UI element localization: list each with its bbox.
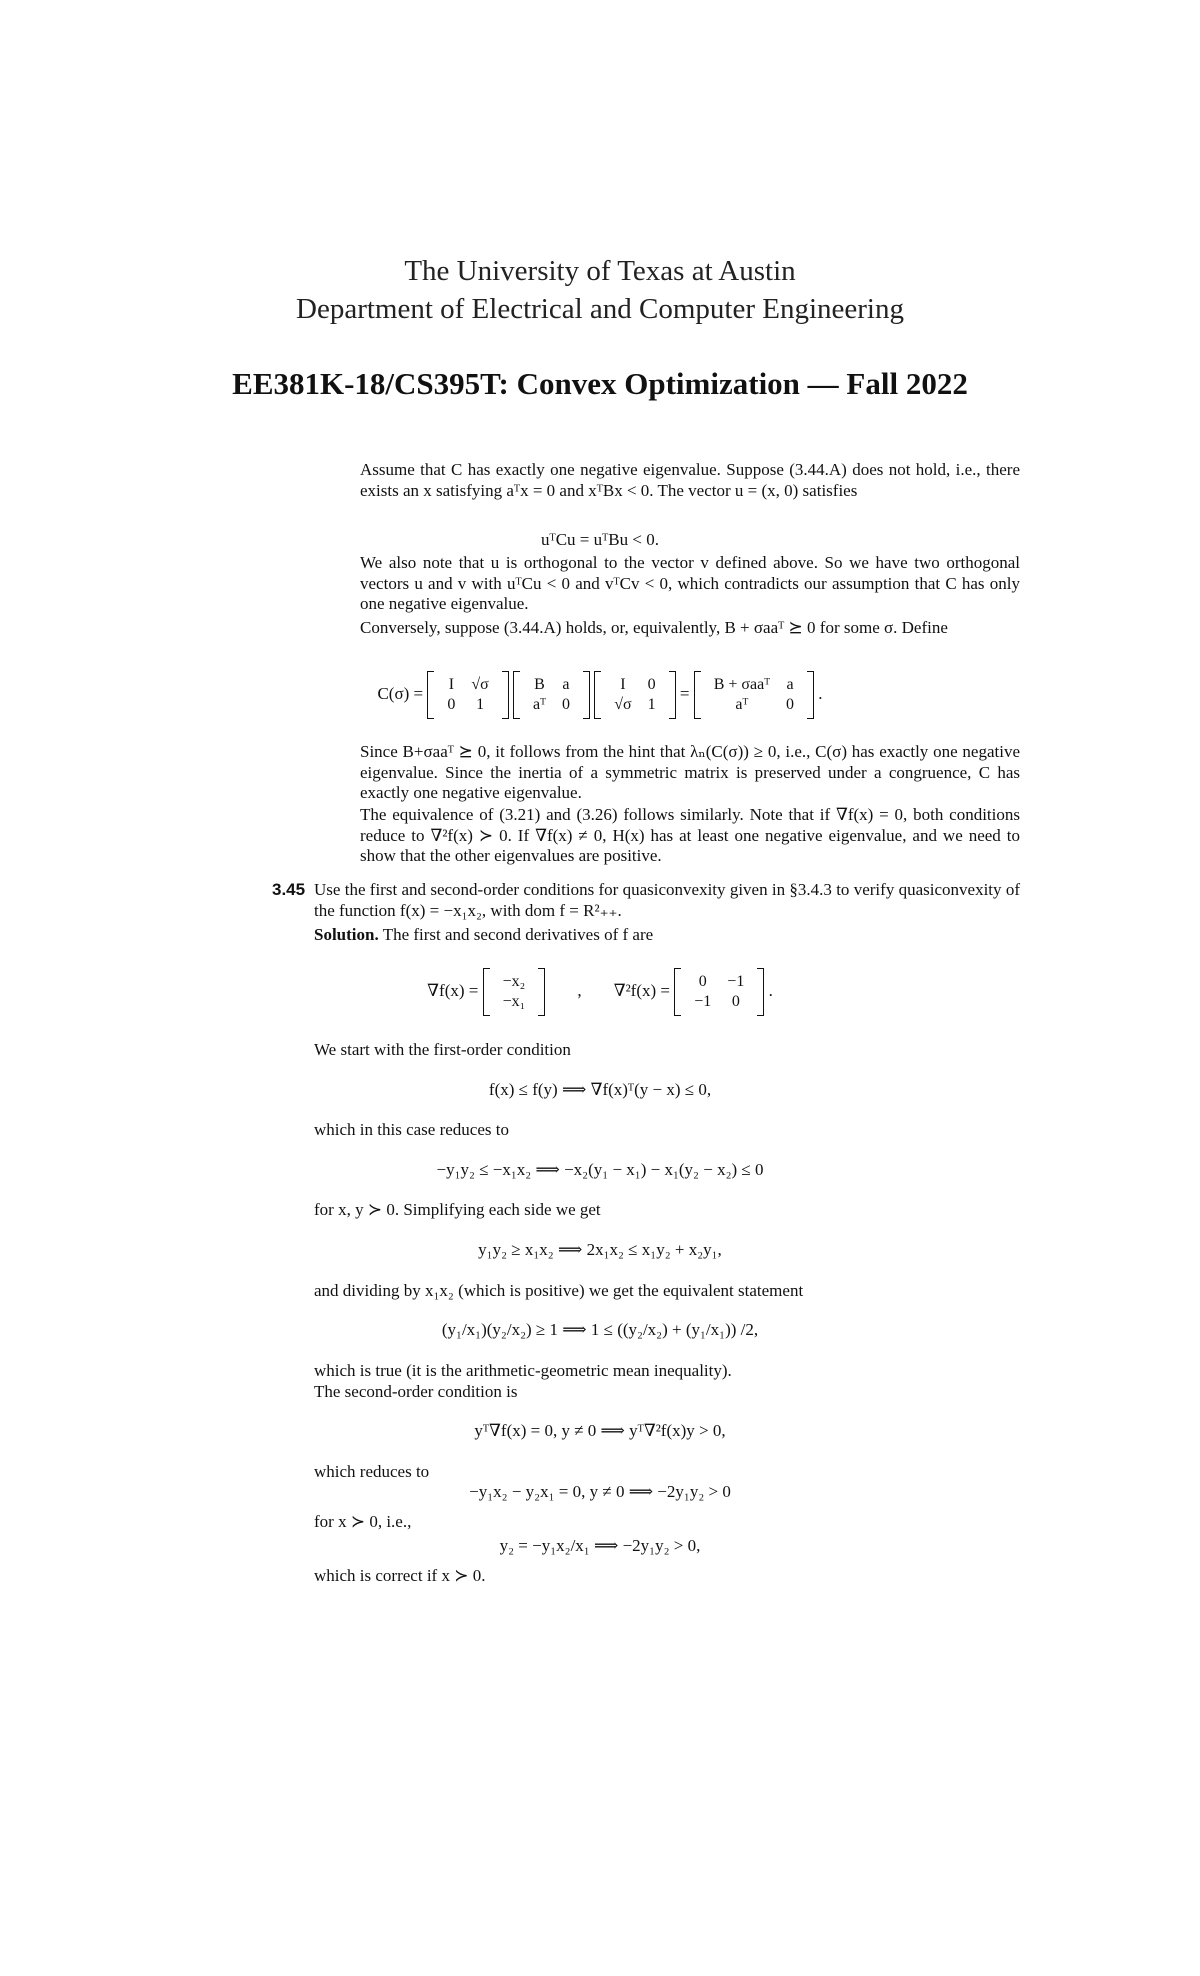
solution-intro-text: The first and second derivatives of f are [382,925,654,944]
paragraph-4: Since B+σaaᵀ ⪰ 0, it follows from the hint that λₙ(C(σ)) ≥ 0, i.e., C(σ) has exactly one negative eigenvalue. Since the inertia of a symmetric matrix is preserved under a congruence, C has exactly one negative eigenvalue. [360,742,1020,802]
course-title: EE381K-18/CS395T: Convex Optimization — Fall 2022 [232,366,968,401]
eq2-lhs: C(σ) = [377,683,424,703]
equation-4: −y₁y₂ ≤ −x₁x₂ ⟹ −x₂(y₁ − x₁) − x₁(y₂ − x₂) ≤ 0 [436,1160,764,1179]
grad-lhs: ∇f(x) = [427,980,479,1000]
paragraph-5: The equivalence of (3.21) and (3.26) follows similarly. Note that if ∇f(x) = 0, both conditions reduce to ∇²f(x) ≻ 0. If ∇f(x) ≠ 0, H(x) has at least one negative eigenvalue, and we need to show that the other eigenvalues are positive. [360,805,1020,865]
equation-6: (y₁/x₁)(y₂/x₂) ≥ 1 ⟹ 1 ≤ ((y₂/x₂) + (y₁/x₁)) /2, [441,1320,759,1339]
problem-text: Use the first and second-order conditions for quasiconvexity given in §3.4.3 to verify quasiconvexity of the function f(x) = −x₁x₂, with dom f = R²₊₊. [314,880,1020,920]
eq2-equals: = [679,683,690,703]
hessian-matrix: 0 −1 −1 0 [674,972,764,1012]
equation-c-sigma [0,675,1200,715]
hess-lhs: ∇²f(x) = [613,980,671,1000]
department-name: Department of Electrical and Computer Engineering [296,293,904,325]
solution-intro [314,925,1020,946]
equation-gradient-hessian: ∇f(x) = −x₂ −x₁ , ∇²f(x) = 0 −1 −1 0 . [427,973,773,1010]
text-dividing: and dividing by x₁x₂ (which is positive) we get the equivalent statement [314,1281,804,1300]
equation-5: y₁y₂ ≥ x₁x₂ ⟹ 2x₁x₂ ≤ x₁y₂ + x₂y₁, [478,1240,722,1259]
equation-3: f(x) ≤ f(y) ⟹ ∇f(x)ᵀ(y − x) ≤ 0, [488,1080,712,1099]
problem-number: 3.45 [272,880,306,899]
eq2-end: . [818,683,823,703]
paragraph-1: Assume that C has exactly one negative eigenvalue. Suppose (3.44.A) does not hold, i.e., there exists an x satisfying aᵀx = 0 and xᵀBx < 0. The vector u = (x, 0) satisfies [360,460,1020,500]
equation-1: uᵀCu = uᵀBu < 0. [541,530,659,549]
gradient-vector: −x₂ −x₁ [483,972,546,1012]
text-reduces-2: which reduces to [314,1462,430,1481]
problem-3-45 [272,880,1020,921]
equation-8: −y₁x₂ − y₂x₁ = 0, y ≠ 0 ⟹ −2y₁y₂ > 0 [469,1482,731,1501]
text-for-x: for x ≻ 0, i.e., [314,1512,412,1531]
text-reduces: which in this case reduces to [314,1120,509,1139]
paragraph-3: Conversely, suppose (3.44.A) holds, or, equivalently, B + σaaᵀ ⪰ 0 for some σ. Define [360,618,948,637]
text-second-order: The second-order condition is [314,1382,518,1401]
text-first-order: We start with the first-order condition [314,1040,571,1059]
paragraph-2: We also note that u is orthogonal to the vector v defined above. So we have two orthogonal vectors u and v with uᵀCu < 0 and vᵀCv < 0, which contradicts our assumption that C has only one negative eigenvalue. [360,553,1020,613]
text-conclusion: which is correct if x ≻ 0. [314,1566,486,1585]
matrix-1: I √σ 0 1 [427,675,508,715]
matrix-3: I 0 √σ 1 [594,675,675,715]
equation-7: yᵀ∇f(x) = 0, y ≠ 0 ⟹ yᵀ∇²f(x)y > 0, [474,1421,726,1440]
matrix-4: B + σaaᵀ a aᵀ 0 [694,675,814,715]
solution-label: Solution. [314,925,379,944]
university-name: The University of Texas at Austin [404,255,796,287]
matrix-2: B a aᵀ 0 [513,675,590,715]
text-am-gm: which is true (it is the arithmetic-geometric mean inequality). [314,1361,732,1380]
equation-9: y₂ = −y₁x₂/x₁ ⟹ −2y₁y₂ > 0, [499,1536,701,1555]
text-simplifying: for x, y ≻ 0. Simplifying each side we get [314,1200,601,1219]
header [0,252,1200,328]
